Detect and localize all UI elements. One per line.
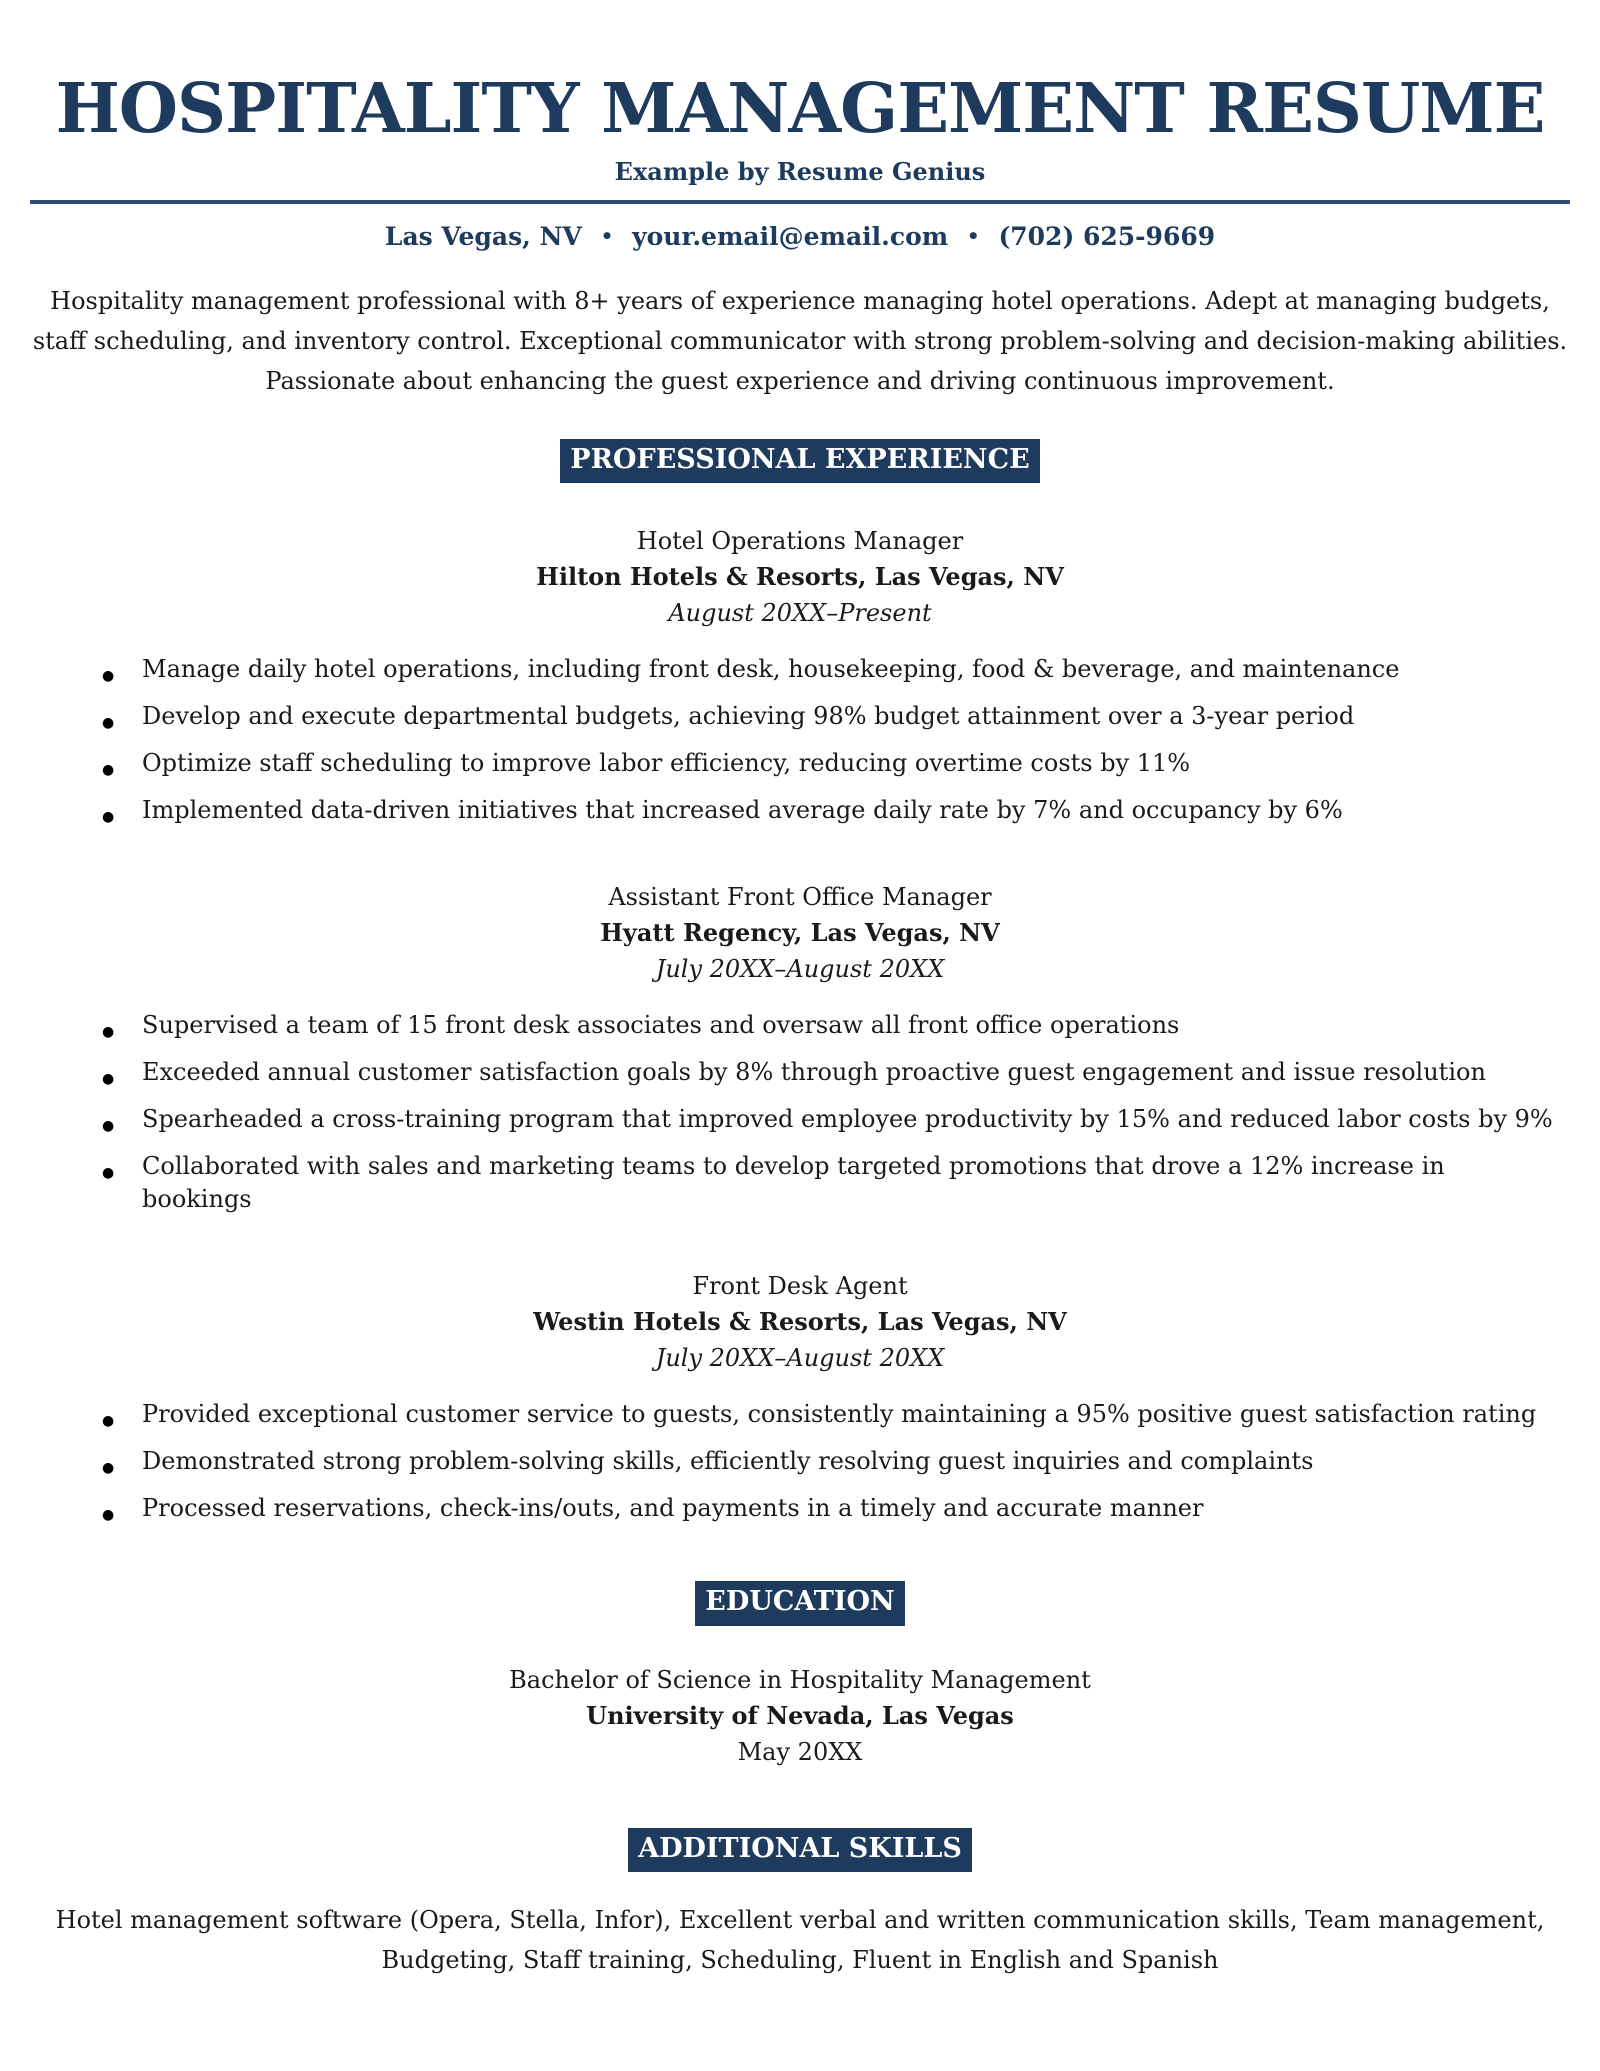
contact-separator: •	[966, 223, 980, 248]
job-dates: July 20XX–August 20XX	[655, 955, 945, 984]
job-bullet: ● Spearheaded a cross-training program that improved employee productivity by 15% and reduced labor costs by 9%	[100, 1103, 1560, 1136]
summary-text: Hospitality management professional with 8+ years of experience managing hotel operations. Adept at managing budgets, staff scheduling, and inventory control. Exceptional communicator with strong problem-solving and decision-making abilities. Passionate about enhancing the guest experience and driving continuous improvement.	[32, 286, 1568, 395]
page-title: HOSPITALITY MANAGEMENT RESUME	[55, 69, 1545, 149]
job-bullet: ● Develop and execute departmental budgets, achieving 98% budget attainment over a 3-year period	[100, 700, 1560, 733]
section-experience-heading: PROFESSIONAL EXPERIENCE	[560, 439, 1039, 483]
job-heading	[0, 879, 1600, 987]
job-bullet: ● Provided exceptional customer service to guests, consistently maintaining a 95% positive guest satisfaction rating	[100, 1398, 1560, 1431]
job-bullet: ● Optimize staff scheduling to improve labor efficiency, reducing overtime costs by 11%	[100, 747, 1560, 780]
header-divider	[30, 200, 1570, 204]
job-dates: July 20XX–August 20XX	[655, 1344, 945, 1373]
job-bullet: ● Manage daily hotel operations, including front desk, housekeeping, food & beverage, and maintenance	[100, 653, 1560, 686]
job-bullet: ● Implemented data-driven initiatives that increased average daily rate by 7% and occupancy by 6%	[100, 794, 1560, 827]
section-education	[0, 1581, 1600, 1625]
contact-line	[0, 222, 1600, 251]
section-experience	[0, 439, 1600, 483]
page-subtitle: Example by Resume Genius	[614, 156, 986, 186]
job-bullet-list	[100, 653, 1560, 827]
job-bullet: ● Exceeded annual customer satisfaction goals by 8% through proactive guest engagement and issue resolution	[100, 1056, 1560, 1089]
job-dates: August 20XX–Present	[668, 599, 932, 628]
job-heading	[0, 1268, 1600, 1376]
section-skills	[0, 1828, 1600, 1872]
education-date: May 20XX	[737, 1737, 863, 1766]
section-skills-heading: ADDITIONAL SKILLS	[628, 1828, 972, 1872]
job-bullet: ● Supervised a team of 15 front desk associates and oversaw all front office operations	[100, 1009, 1560, 1042]
job-company: Hilton Hotels & Resorts, Las Vegas, NV	[536, 562, 1064, 592]
contact-email: your.email@email.com	[632, 221, 949, 251]
job-heading	[0, 523, 1600, 631]
contact-location: Las Vegas, NV	[384, 221, 582, 251]
job-bullet-list	[100, 1009, 1560, 1216]
contact-separator: •	[600, 223, 614, 248]
job-bullet: ● Collaborated with sales and marketing teams to develop targeted promotions that drove a 12% increase in bookings	[100, 1150, 1560, 1216]
skills-text: Hotel management software (Opera, Stella, Infor), Excellent verbal and written communication skills, Team management, Budgeting, Staff training, Scheduling, Fluent in English and Spanish	[55, 1905, 1545, 1974]
job-title: Assistant Front Office Manager	[608, 883, 992, 912]
education-entry	[0, 1662, 1600, 1770]
education-school: University of Nevada, Las Vegas	[586, 1700, 1014, 1730]
job-title: Front Desk Agent	[692, 1272, 908, 1301]
section-education-heading: EDUCATION	[695, 1581, 904, 1625]
contact-phone: (702) 625-9669	[998, 221, 1216, 251]
education-degree: Bachelor of Science in Hospitality Management	[509, 1665, 1091, 1694]
job-title: Hotel Operations Manager	[636, 527, 964, 556]
job-bullet: ● Processed reservations, check-ins/outs, and payments in a timely and accurate manner	[100, 1492, 1560, 1525]
job-bullet: ● Demonstrated strong problem-solving skills, efficiently resolving guest inquiries and complaints	[100, 1445, 1560, 1478]
job-company: Hyatt Regency, Las Vegas, NV	[600, 918, 1000, 948]
job-bullet-list	[100, 1398, 1560, 1525]
job-company: Westin Hotels & Resorts, Las Vegas, NV	[533, 1307, 1067, 1337]
